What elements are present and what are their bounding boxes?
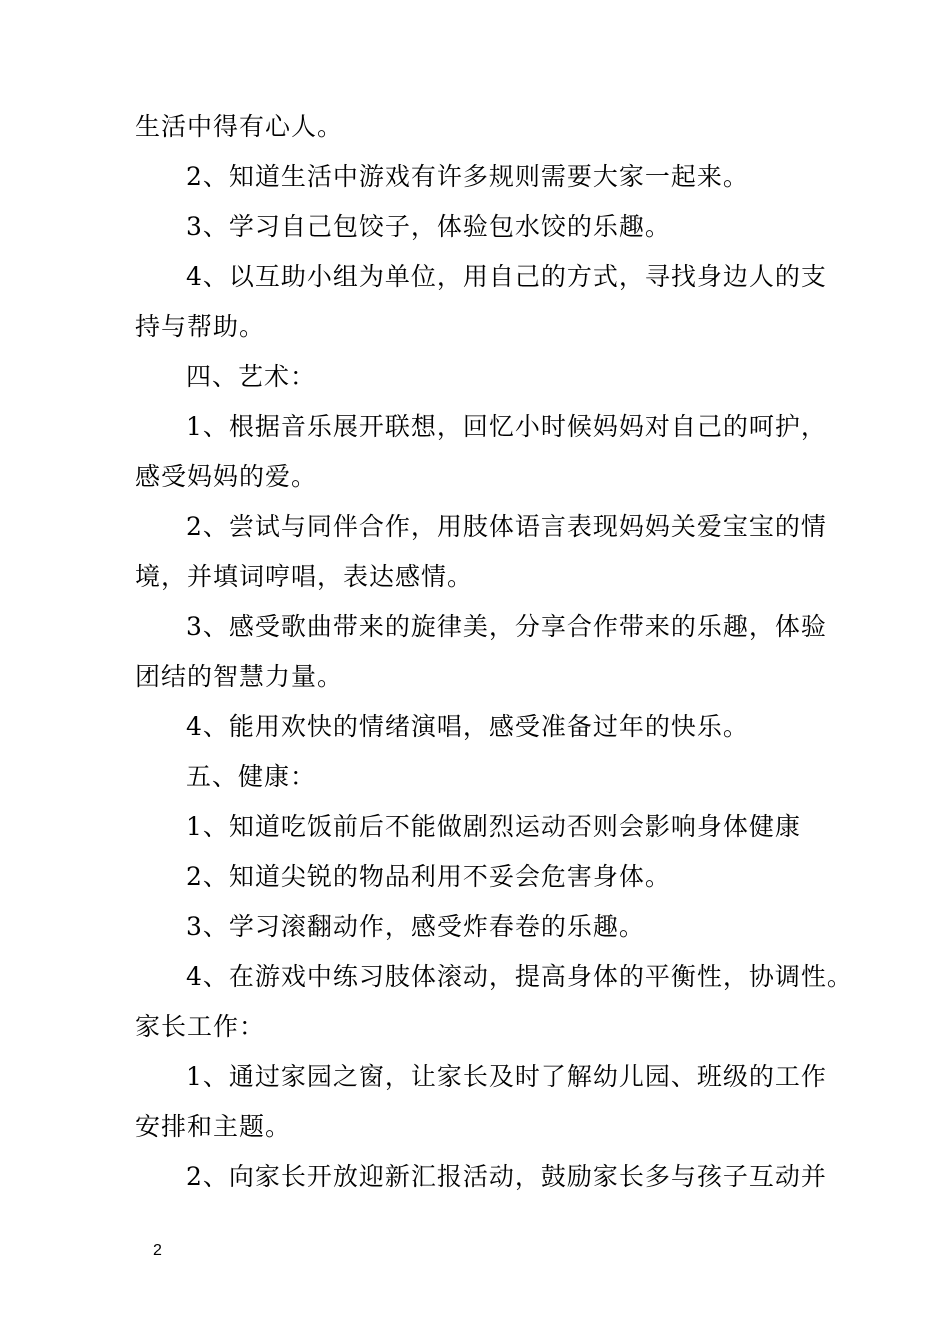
page-number: 2	[153, 1242, 162, 1259]
section-heading: 五、健康：	[186, 762, 317, 791]
text-line: 境，并填词哼唱，表达感情。	[135, 562, 474, 591]
text-line: 安排和主题。	[135, 1112, 292, 1141]
text-line: 生活中得有心人。	[135, 112, 344, 141]
text-line: 感受妈妈的爱。	[135, 462, 318, 491]
text-line: 3、学习自己包饺子，体验包水饺的乐趣。	[186, 212, 671, 241]
text-line: 2、知道生活中游戏有许多规则需要大家一起来。	[186, 162, 749, 191]
text-line: 1、知道吃饭前后不能做剧烈运动否则会影响身体健康	[186, 812, 801, 841]
text-line: 2、尝试与同伴合作，用肢体语言表现妈妈关爱宝宝的情	[186, 512, 827, 541]
text-line: 4、在游戏中练习肢体滚动，提高身体的平衡性，协调性。	[186, 962, 853, 991]
text-line: 3、学习滚翻动作，感受炸春卷的乐趣。	[186, 912, 645, 941]
text-line: 4、以互助小组为单位，用自己的方式，寻找身边人的支	[186, 262, 827, 291]
text-line: 3、感受歌曲带来的旋律美，分享合作带来的乐趣，体验	[186, 612, 827, 641]
text-line: 2、知道尖锐的物品利用不妥会危害身体。	[186, 862, 671, 891]
text-line: 1、根据音乐展开联想，回忆小时候妈妈对自己的呵护，	[186, 412, 827, 441]
text-line: 2、向家长开放迎新汇报活动，鼓励家长多与孩子互动并	[186, 1162, 827, 1191]
text-line: 持与帮助。	[135, 312, 266, 341]
text-line: 4、能用欢快的情绪演唱，感受准备过年的快乐。	[186, 712, 749, 741]
text-line: 1、通过家园之窗，让家长及时了解幼儿园、班级的工作	[186, 1062, 827, 1091]
section-heading: 四、艺术：	[186, 362, 317, 391]
text-line: 团结的智慧力量。	[135, 662, 344, 691]
section-heading: 家长工作：	[135, 1012, 266, 1041]
